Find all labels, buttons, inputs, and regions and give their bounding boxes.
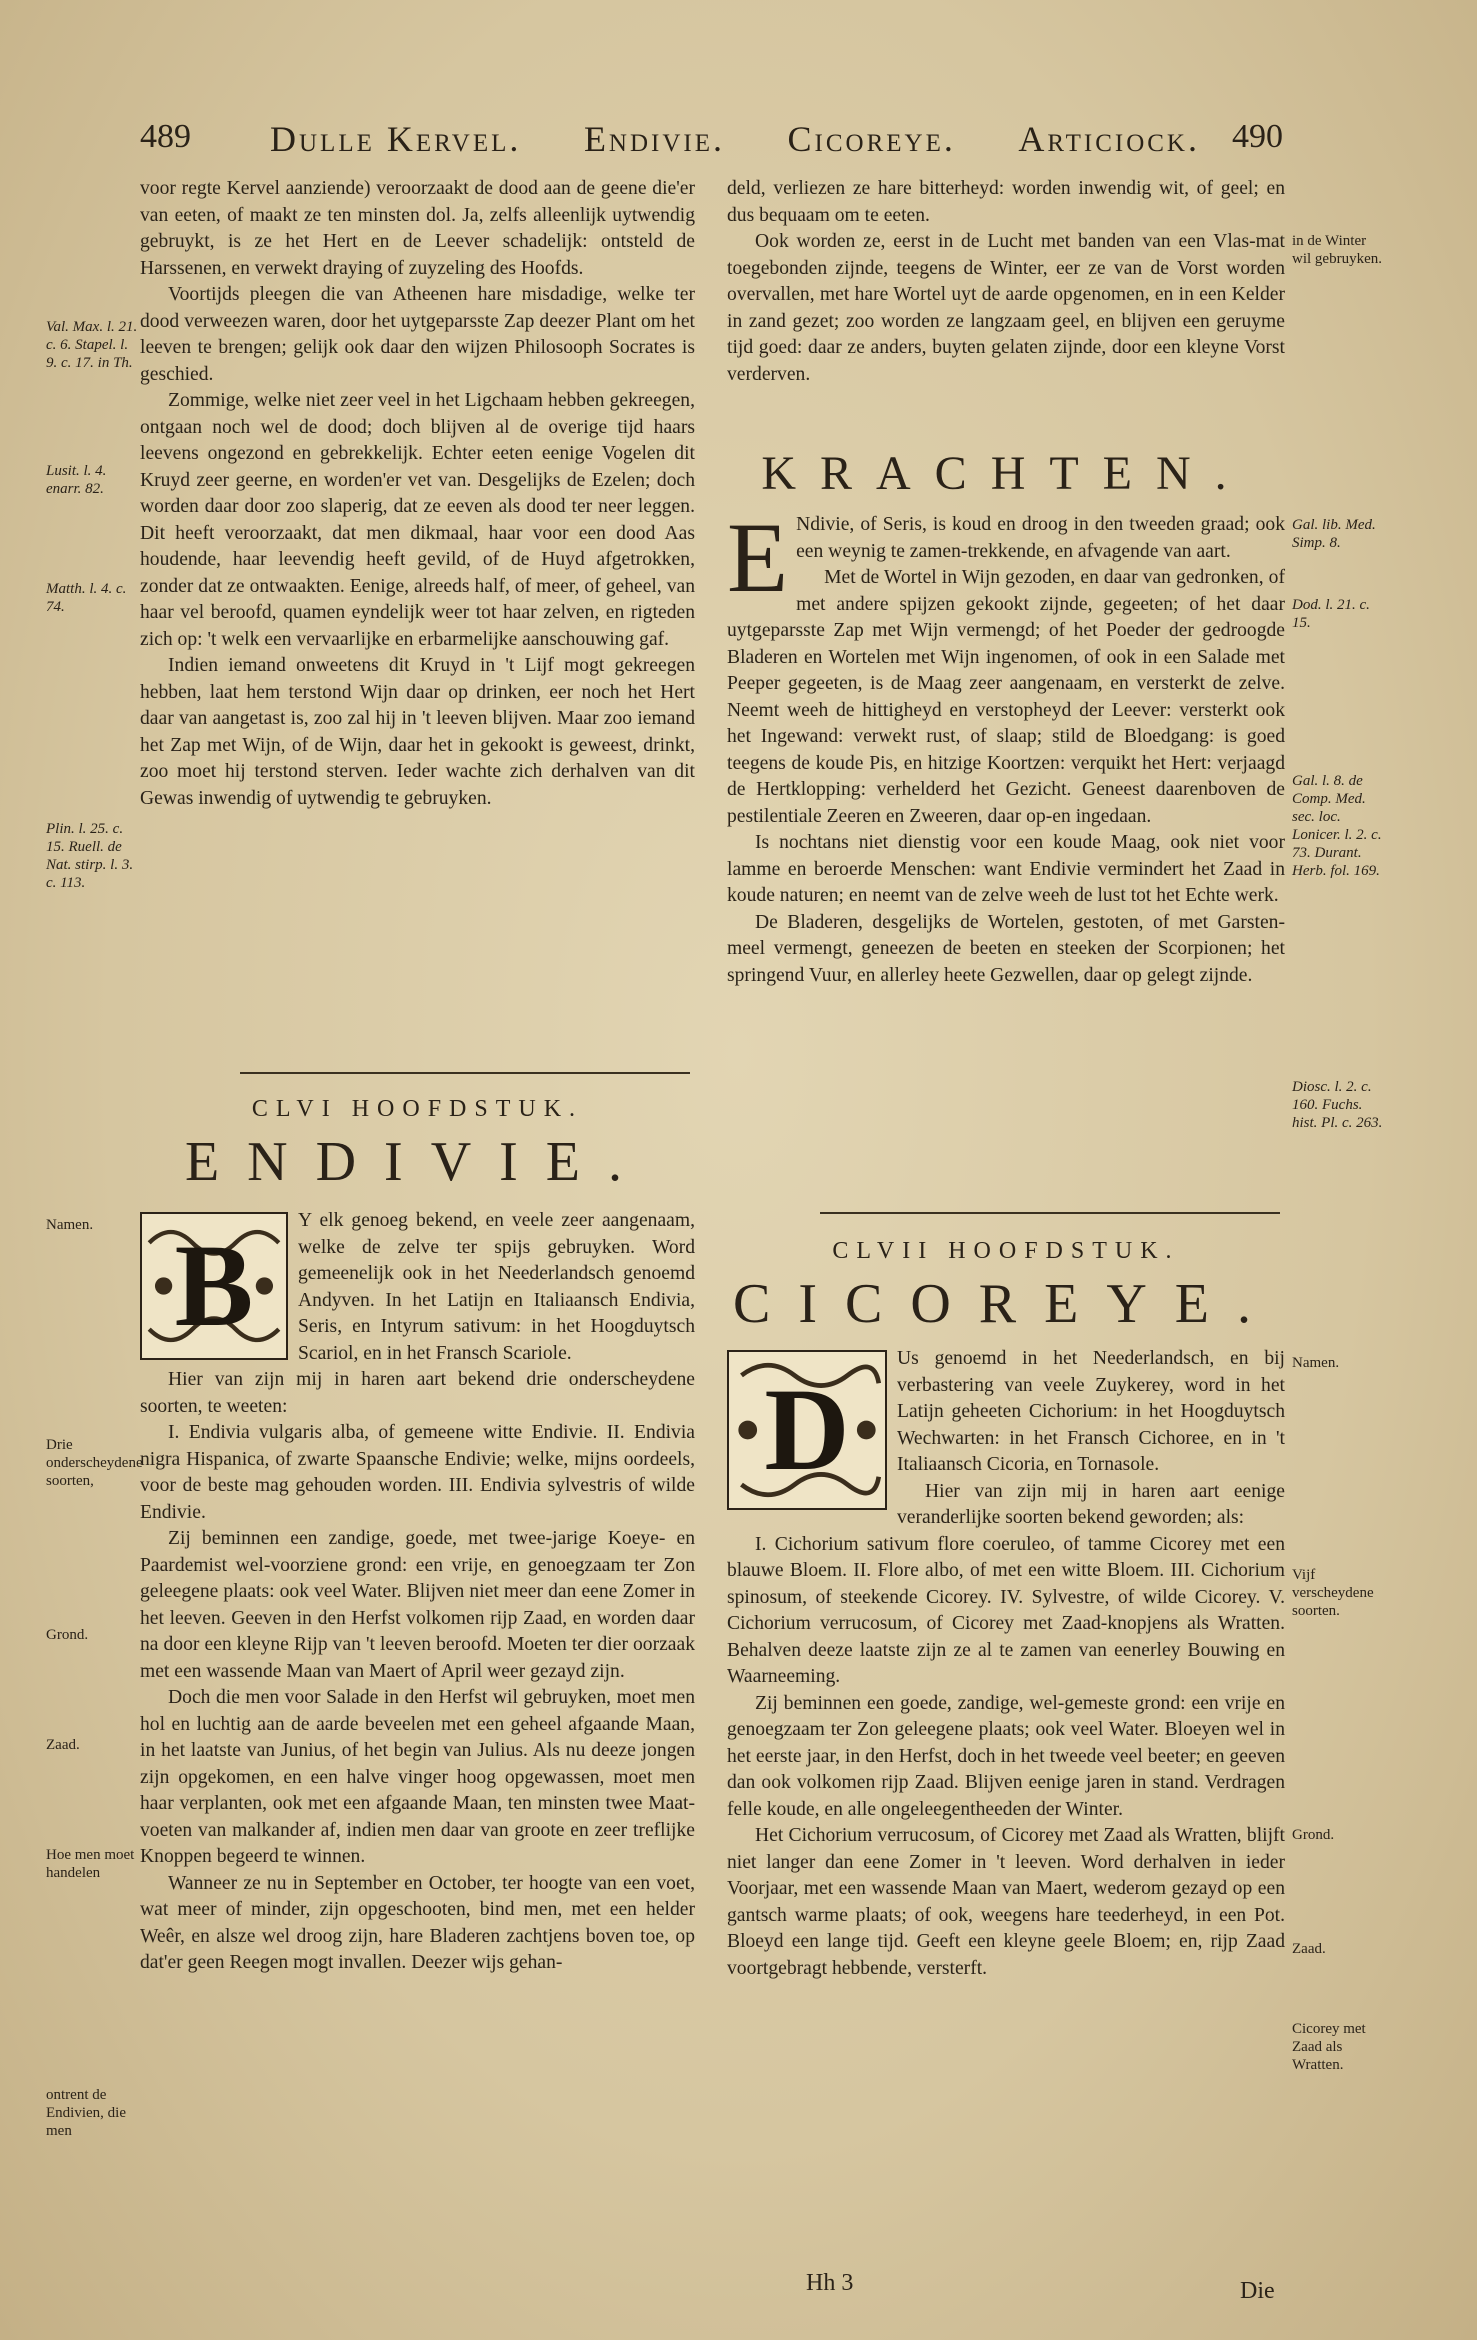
margin-note: Grond. [1292, 1827, 1335, 1843]
paragraph: I. Endivia vulgaris alba, of gemeene witte Endivie. II. Endivia nigra Hispanica, of zwarte Spaansche Endivie; welke, mijns oordeels, voor de beste mag gehouden worden. III. Endivia sylvestris of wilde Endivie. [140, 1422, 695, 1523]
chapter-title: CICOREYE. [733, 1273, 1279, 1335]
margin-note: Gal. l. 8. de Comp. Med. sec. loc. Lonicer. l. 2. c. 73. Durant. Herb. fol. 169. [1292, 773, 1382, 879]
margin-note: Cicorey met Zaad als Wratten. [1292, 2021, 1366, 2073]
margin-note: Drie onderscheydene soorten, [46, 1437, 143, 1489]
section-rule [820, 1212, 1280, 1214]
paragraph: Hier van zijn mij in haren aart eenige veranderlijke soorten bekend geworden; als: [897, 1480, 1285, 1528]
decorated-initial-d [727, 1350, 887, 1510]
krachten-text [727, 502, 1285, 989]
paragraph: Y elk genoeg bekend, en veele zeer aangenaam, welke de zelve ter spijs gebruyken. Word gemeenelijk ook in het Neederlandsch genoemd Andyven. In het Latijn en Italiaansch Endivia, Seris, en Intyrum sativum: in het Hoogduytsch Scariol, en in het Fransch Scariole. [298, 1210, 695, 1364]
endivie-text [140, 1208, 695, 1977]
drop-cap-letter: D [764, 1363, 850, 1495]
chapter-number: CLVII HOOFDSTUK. [832, 1238, 1180, 1264]
margin-note: Namen. [46, 1217, 94, 1233]
margin-note: in de Winter wil gebruyken. [1292, 233, 1382, 267]
catchword: Die [1240, 2278, 1275, 2304]
paragraph: Ook worden ze, eerst in de Lucht met banden van een Vlas-mat toegebonden zijnde, teegens de Winter, eer ze van de Vorst worden overvallen, met hare Wortel uyt de aarde opgenomen, en in een Kelder in zand gezet; zoo worden ze langzaam geel, en blijven een geruyme tijd goed: daar ze anders, buyten gelaten zijnde, door een kleyne Vorst verderven. [727, 231, 1285, 385]
paragraph: De Bladeren, desgelijks de Wortelen, gestoten, of met Garsten-meel vermengt, geneezen de beeten en steeken der Scorpionen; het springend Vuur, en allerley heete Gezwellen, daar op gelegt zijnde. [727, 911, 1285, 986]
paragraph: Is nochtans niet dienstig voor een koude Maag, ook niet voor lamme en beroerde Menschen: want Endivie vermindert het Zaad in koude naturen; en neemt van de zelve weeh de lust tot het Echte werk. [727, 832, 1285, 906]
running-head-item: Cicoreye. [787, 119, 956, 159]
margin-note: Zaad. [1292, 1941, 1326, 1957]
cicoreye-text [727, 1346, 1285, 1982]
margin-note: Gal. lib. Med. Simp. 8. [1292, 517, 1376, 551]
running-head-item: Dulle Kervel. [270, 119, 522, 159]
section-rule [240, 1072, 690, 1074]
paragraph: Zij beminnen een zandige, goede, met twee-jarige Koeye- en Paardemist wel-voorziene grond: een vrije, en genoegzaam ter Zon geleegene plaats: ook veel Water. Blijven niet meer dan eene Zomer in het leeven. Geeven in den Herfst volkomen rijp Zaad, en worden daar na door een kleyne Rijp van 't leeven beroofd. Moeten ter dier oorzaak met een wassende Maan van Maert of April weer gezayd zijn. [140, 1528, 695, 1682]
margin-note: Matth. l. 4. c. 74. [46, 581, 127, 615]
paragraph: Met de Wortel in Wijn gezoden, en daar van gedronken, of met andere spijzen gekookt zijnde, gegeeten; of het daar uytgeparsste Zap met Wijn vermengd; of het Poeder der gedroogde Bladeren en Wortelen met Wijn ingenomen, of ook in een Salade met Peeper gegeeten, is de Maag zeer aangenaam, en versterkt de zelve. Neemt weeh de hittigheyd en verstopheyd der Leever: versterkt ook het Ingewand: verwekt rust, of slaap; stild de Bloedgang: is goed teegens de koude Pis, en hitzige Koortzen: verquikt het Hert: verjaagd de Hertklopping: verhelderd het Gezicht. Geneest daarenboven de pestilentiale Zeeren en Zweeren, daar op-en ingedaan. [727, 567, 1285, 827]
left-page-number: 489 [140, 118, 191, 155]
margin-note: Plin. l. 25. c. 15. Ruell. de Nat. stirp. l. 3. c. 113. [46, 821, 134, 891]
paragraph: deld, verliezen ze hare bitterheyd: worden inwendig wit, of geel; en dus bequaam om te eeten. [727, 178, 1285, 226]
decorated-initial-b [140, 1212, 288, 1360]
paragraph: Voortijds pleegen die van Atheenen hare misdadige, welke ter dood verweezen waren, door het uytgeparsste Zap deezer Plant om het leeven te brengen; gelijk ook daar den wijzen Philosooph Socrates is geschied. [140, 284, 695, 385]
drop-cap-letter: E [727, 502, 789, 613]
drop-cap-letter: B [174, 1219, 254, 1351]
margin-note: Val. Max. l. 21. c. 6. Stapel. l. 9. c. 17. in Th. [46, 319, 138, 371]
paragraph: Doch die men voor Salade in den Herfst wil gebruyken, moet men hol en luchtig aan de aarde beveelen met een geheel afgaande Maan, in het laatste van Junius, of het begin van Julius. Als nu deeze jongen zijn opgekomen, en een halve vinger hoog opgewassen, moet men haar verplanten, ook met een afgaande Maan, ten minsten twee Maat-voeten van malkander af, indien men daar van groote en zeer treflijke Knoppen begeerd te winnen. [140, 1687, 695, 1867]
right-column [727, 176, 1285, 388]
paragraph: Zommige, welke niet zeer veel in het Ligchaam hebben gekreegen, ontgaan noch wel de dood; doch blijven al de overige tijd haars leevens ongezond en gebrekkelijk. Echter eeten eenige Vogelen dit Kruyd zeer geerne, en worden'er vet van. Desgelijks de Ezelen; doch worden daar door zoo slaperig, dat ze eeven als dood ter neer leggen. Dit heeft veroorzaakt, dat men dikmaal, haar voor een dood Aas houdende, haar leevendig heeft gevild, of de Huyd afgetrokken, zonder dat ze ontwaakten. Eenige, alreeds half, of meer, of geheel, van haar vel beroofd, quamen eyndelijk weer tot haar zelven, en rigteden zich op: 't welk een vervaarlijke en erbarmelijke aanschouwing gaf. [140, 390, 695, 650]
chapter-title: ENDIVIE. [184, 1131, 651, 1193]
paragraph: Ndivie, of Seris, is koud en droog in den tweeden graad; ook een weynig te zamen-trekkende, en afvagende van aart. [796, 514, 1285, 562]
margin-note: Vijf verscheydene soorten. [1292, 1567, 1374, 1619]
paragraph: Het Cichorium verrucosum, of Cicorey met Zaad als Wratten, blijft niet langer dan eene Zomer in 't leeven. Word derhalven in ieder Voorjaar, met een wassende Maan van Maert, wederom gezayd op een gantsch warme plaats; of ook, weegens hare teederheyd, in een Pot. Bloeyd een lange tijd. Geeft een kleyne geele Bloem; en, rijp Zaad voortgebragt hebbende, versterft. [727, 1825, 1285, 1979]
paragraph: voor regte Kervel aanziende) veroorzaakt de dood aan de geene die'er van eeten, of maakt ze ten minsten dol. Ja, zelfs alleenlijk uytwendig gebruykt, is ze het Hert en de Leever schadelijk: ontsteld de Harssenen, en verwekt draying of zuyzeling des Hoofds. [140, 178, 695, 279]
chapter-number: CLVI HOOFDSTUK. [251, 1096, 584, 1122]
running-head-item: Articiock. [1018, 119, 1200, 159]
margin-note: Dod. l. 21. c. 15. [1292, 597, 1370, 631]
margin-note: Namen. [1292, 1355, 1340, 1371]
margin-note: Lusit. l. 4. enarr. 82. [46, 463, 107, 497]
paragraph: I. Cichorium sativum flore coeruleo, of tamme Cicorey met een blauwe Bloem. II. Flore albo, of met een witte Bloem. III. Cichorium spinosum, of steekende Cicorey. IV. Sylvestre, of wilde Cicorey. V. Cichorium verrucosum, of Cicorey met Zaad-knopjens als Wratten. Behalven deeze laatste zijn ze al te zamen van eenerley Bouwing en Waarneeming. [727, 1533, 1285, 1687]
krachten-heading: KRACHTEN. [761, 447, 1251, 500]
running-head-item: Endivie. [583, 119, 726, 159]
paragraph: Us genoemd in het Neederlandsch, en bij verbastering van veele Zuykerey, word in het Latijn geheeten Cichorium: in het Hoogduytsch Wechwarten: in het Fransch Cichoree, en in 't Italiaansch Cicoria, en Tornasole. [897, 1348, 1285, 1475]
margin-note: Grond. [46, 1627, 89, 1643]
paragraph: Hier van zijn mij in haren aart bekend drie onderscheydene soorten, te weeten: [140, 1369, 695, 1417]
paragraph: Indien iemand onweetens dit Kruyd in 't Lijf mogt gekreegen hebben, laat hem terstond Wijn daar op drinken, eer noch het Hert daar van aangetast is, zoo zal hij in 't leeven blijven. Maar zoo iemand het Zap met Wijn, of de Wijn, daar het in gekookt is geweest, drinkt, zoo moet hij terstond sterven. Ieder wachte zich derhalven van dit Gewas inwendig of uytwendig te gebruyken. [140, 655, 695, 809]
left-column [140, 176, 695, 812]
margin-note: ontrent de Endivien, die men [46, 2087, 126, 2139]
paragraph: Wanneer ze nu in September en October, ter hoogte van een voet, wat meer of minder, zijn opgeschooten, bind men, met een helder Weêr, en alsze wel droog zijn, hare Bladeren zachtjens boven toe, op dat'er geen Reegen mogt invallen. Deezer wijs gehan- [140, 1872, 695, 1973]
margin-note: Diosc. l. 2. c. 160. Fuchs. hist. Pl. c. 263. [1292, 1079, 1383, 1131]
margin-note: Zaad. [46, 1737, 80, 1753]
right-page-number: 490 [1232, 118, 1283, 155]
signature-mark: Hh 3 [806, 2270, 854, 2296]
margin-note: Hoe men moet handelen [46, 1847, 135, 1881]
page-header [0, 118, 1477, 178]
paragraph: Zij beminnen een goede, zandige, wel-gemeste grond: een vrije en genoegzaam ter Zon geleegene plaats; ook veel Water. Bloeyen wel in het eerste jaar, in den Herfst, doch in het tweede veel beeter; en geeven dan ook volkomen rijp Zaad. Blijven eenige jaren in stand. Verdragen felle koude, en alle ongeleegentheeden der Winter. [727, 1692, 1285, 1820]
running-head [270, 118, 1200, 160]
